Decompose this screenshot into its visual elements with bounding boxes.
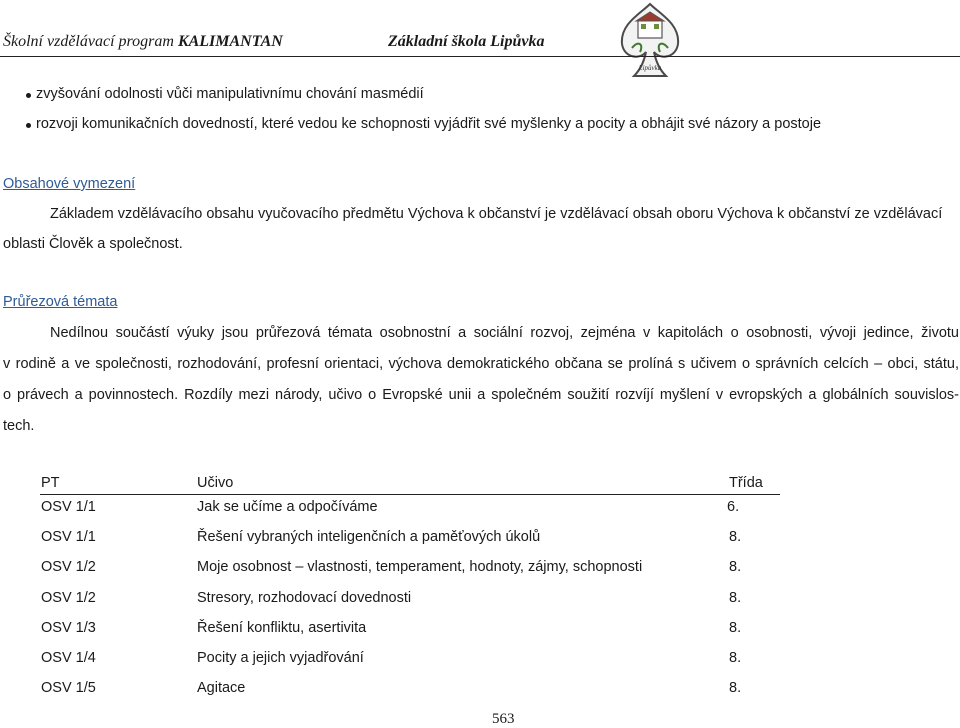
cell-trida: 8. xyxy=(729,649,742,666)
prurezova-line-3: o právech a povinnostech. Rozdíly mezi národy, učivo o Evropské unii a společném soužití rozvíjí myšlení v evropských a globálních souvislos- xyxy=(3,387,959,403)
table-header-row xyxy=(40,472,780,495)
cell-ucivo: Agitace xyxy=(197,680,246,697)
paragraph-prurezova xyxy=(3,318,959,442)
table-row xyxy=(40,586,780,616)
cell-trida: 8. xyxy=(729,680,742,697)
bullet-item: rozvoji komunikačních dovedností, které vedou ke schopnosti vyjádřit své myšlenky a pocity a obhájit své názory a postoje xyxy=(36,116,822,132)
header-pt: PT xyxy=(41,475,60,491)
page-header xyxy=(0,0,960,82)
cell-pt: OSV 1/5 xyxy=(41,680,96,697)
prurezova-line-2: v rodině a ve společnosti, rozhodování, profesní orientaci, výchova demokratického občana se prolíná s učivem o správních celcích – obci, státu, xyxy=(3,356,959,372)
obsahove-line-1: Základem vzdělávacího obsahu vyučovacího předmětu Výchova k občanství je vzdělávací obsah oboru Výchova k občanství ze vzdělávací xyxy=(50,206,943,222)
table-row xyxy=(40,616,780,646)
svg-text:Lipůvka: Lipůvka xyxy=(638,64,662,72)
program-prefix: Školní vzdělávací program xyxy=(3,33,178,50)
heading-prurezova-temata: Průřezová témata xyxy=(3,294,118,310)
cell-trida: 8. xyxy=(729,559,742,576)
prurezova-line-1: Nedílnou součástí výuky jsou průřezová témata osobnostní a sociální rozvoj, zejména v kapitolách o osobnosti, vývoji jedince, životu xyxy=(50,325,959,341)
cell-ucivo: Řešení konfliktu, asertivita xyxy=(197,619,367,636)
cell-ucivo: Pocity a jejich vyjadřování xyxy=(197,649,364,666)
school-logo-icon xyxy=(610,0,690,80)
cell-trida: 8. xyxy=(729,529,742,546)
cell-ucivo: Moje osobnost – vlastnosti, temperament, hodnoty, zájmy, schopnosti xyxy=(197,559,643,576)
table-row xyxy=(40,495,780,525)
cell-trida: 6. xyxy=(727,499,740,515)
prurezova-line-4: tech. xyxy=(3,418,35,434)
topics-table xyxy=(40,472,780,706)
cell-ucivo: Řešení vybraných inteligenčních a paměťových úkolů xyxy=(197,529,541,546)
cell-ucivo: Jak se učíme a odpočíváme xyxy=(197,499,378,515)
heading-obsahove-vymezeni: Obsahové vymezení xyxy=(3,176,136,192)
header-ucivo: Učivo xyxy=(197,475,234,491)
cell-pt: OSV 1/1 xyxy=(41,499,96,515)
cell-trida: 8. xyxy=(729,619,742,636)
cell-pt: OSV 1/4 xyxy=(41,649,96,666)
table-row xyxy=(40,646,780,676)
cell-pt: OSV 1/2 xyxy=(41,559,96,576)
table-row xyxy=(40,555,780,585)
header-divider xyxy=(0,56,960,57)
cell-pt: OSV 1/1 xyxy=(41,529,96,546)
school-name: Základní škola Lipůvka xyxy=(388,33,545,50)
program-title xyxy=(3,33,283,51)
page-number: 563 xyxy=(492,711,515,727)
cell-pt: OSV 1/2 xyxy=(41,589,96,606)
table-row xyxy=(40,525,780,555)
header-trida: Třída xyxy=(729,475,763,491)
program-name: KALIMANTAN xyxy=(177,33,283,50)
table-row xyxy=(40,676,780,706)
cell-ucivo: Stresory, rozhodovací dovednosti xyxy=(197,589,412,606)
bullet-item: zvyšování odolnosti vůči manipulativnímu chování masmédií xyxy=(36,86,424,102)
paragraph-obsahove xyxy=(3,200,959,259)
obsahove-line-2: oblasti Člověk a společnost. xyxy=(3,235,183,252)
cell-trida: 8. xyxy=(729,589,742,606)
cell-pt: OSV 1/3 xyxy=(41,619,96,636)
